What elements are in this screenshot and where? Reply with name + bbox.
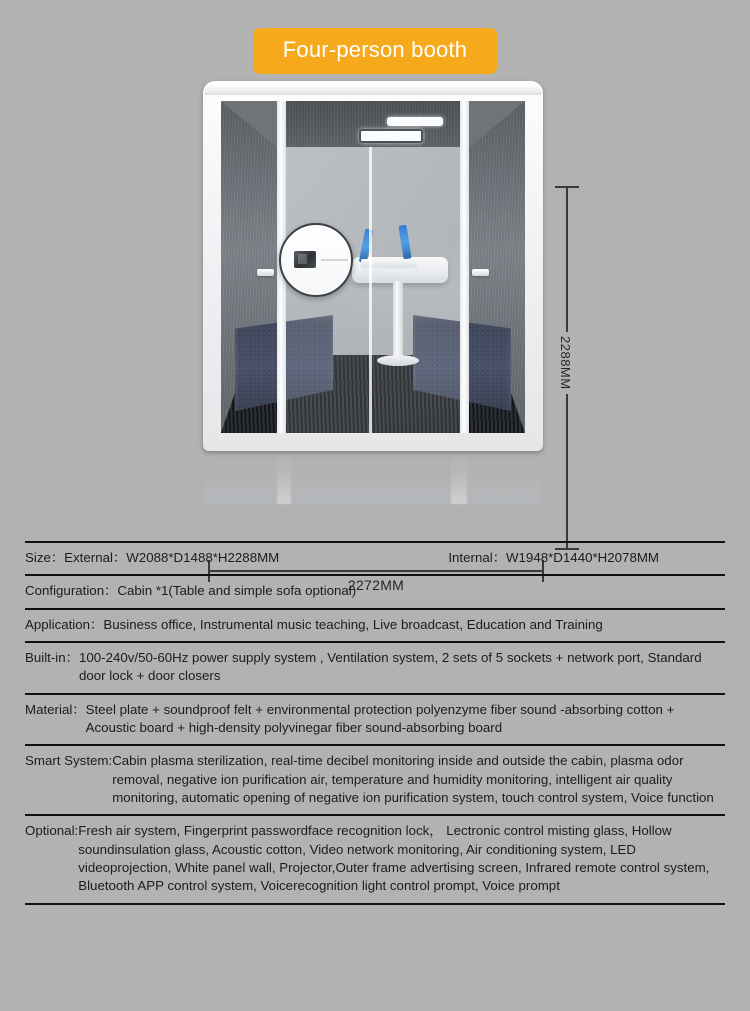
power-socket-icon bbox=[294, 251, 316, 268]
spec-label-material: Material： bbox=[25, 701, 86, 717]
spec-label-size: Size：External： bbox=[25, 550, 127, 565]
pedestal-table-stem bbox=[393, 281, 403, 359]
spec-row-optional bbox=[25, 816, 725, 902]
ceiling-led-light-icon bbox=[359, 129, 423, 143]
frame-mullion bbox=[460, 101, 469, 433]
door-handle-right bbox=[472, 269, 489, 276]
spec-value-application: Business office, Instrumental music teaching, Live broadcast, Education and Training bbox=[103, 616, 603, 632]
spec-value-size-external: W2088*D1488*H2288MM bbox=[126, 550, 280, 565]
spec-row-smart-system bbox=[25, 746, 725, 814]
booth-interior bbox=[221, 101, 525, 433]
spec-label-optional: Optional: bbox=[25, 823, 79, 839]
spec-row-configuration bbox=[25, 576, 725, 607]
spec-row-material bbox=[25, 695, 725, 745]
booth-illustration bbox=[203, 81, 543, 451]
spec-value-size-internal: Internal：W1948*D1440*H2078MM bbox=[448, 550, 659, 565]
spec-label-smart-system: Smart System: bbox=[25, 753, 113, 769]
spec-label-configuration: Configuration： bbox=[25, 583, 118, 599]
spec-value-smart-system: Cabin plasma sterilization, real-time decibel monitoring inside and outside the cabin, plasma odor removal, negative ion purification air, temperature and humidity monitoring, intelligent air quality monitoring, automatic opening of negative ion purification system, touch control system, Voice function bbox=[112, 753, 714, 806]
page-title: Four-person booth bbox=[253, 28, 497, 74]
magnifier-callout-icon bbox=[279, 223, 353, 297]
spec-value-material: Steel plate + soundproof felt + environmental protection polyenzyme fiber sound -absorbing cotton + Acoustic board + high-density polyvinegar fiber sound-absorbing board bbox=[85, 701, 675, 736]
spec-value-optional: Fresh air system, Fingerprint passwordface recognition lock， Lectronic control misting glass, Hollow soundinsulation glass, Acoustic cotton, Video network monitoring, Air conditioning system, LED videoprojection, White panel wall, Projector,Outer frame advertising screen, Infrared remote control system, Bluetooth APP control system, Voicerecognition light control prompt, Voice prompt bbox=[78, 823, 710, 894]
spec-row-size bbox=[25, 543, 725, 574]
title-section bbox=[0, 0, 750, 74]
magnifier-guide-line bbox=[321, 259, 348, 261]
spec-label-application: Application： bbox=[25, 616, 104, 632]
spec-value-size bbox=[126, 549, 725, 567]
pedestal-table-base bbox=[377, 355, 419, 366]
spec-row-built-in bbox=[25, 643, 725, 693]
spec-label-built-in: Built-in： bbox=[25, 650, 79, 666]
specification-table bbox=[25, 541, 725, 905]
floor-reflection bbox=[205, 452, 541, 504]
ceiling-led-light-icon bbox=[387, 117, 443, 126]
booth-roof-cap bbox=[204, 84, 542, 95]
spec-value-built-in: 100-240v/50-60Hz power supply system , Ventilation system, 2 sets of 5 sockets + network port, Standard door lock + door closers bbox=[78, 650, 702, 684]
door-center-seam bbox=[369, 147, 372, 433]
table-rule bbox=[25, 903, 725, 905]
door-handle-left bbox=[257, 269, 274, 276]
spec-value-configuration: Cabin *1(Table and simple sofa optional) bbox=[117, 583, 357, 599]
spec-row-application bbox=[25, 610, 725, 641]
width-dimension-label: 2272MM bbox=[347, 577, 405, 593]
height-dimension-label: 2288MM bbox=[558, 332, 573, 394]
